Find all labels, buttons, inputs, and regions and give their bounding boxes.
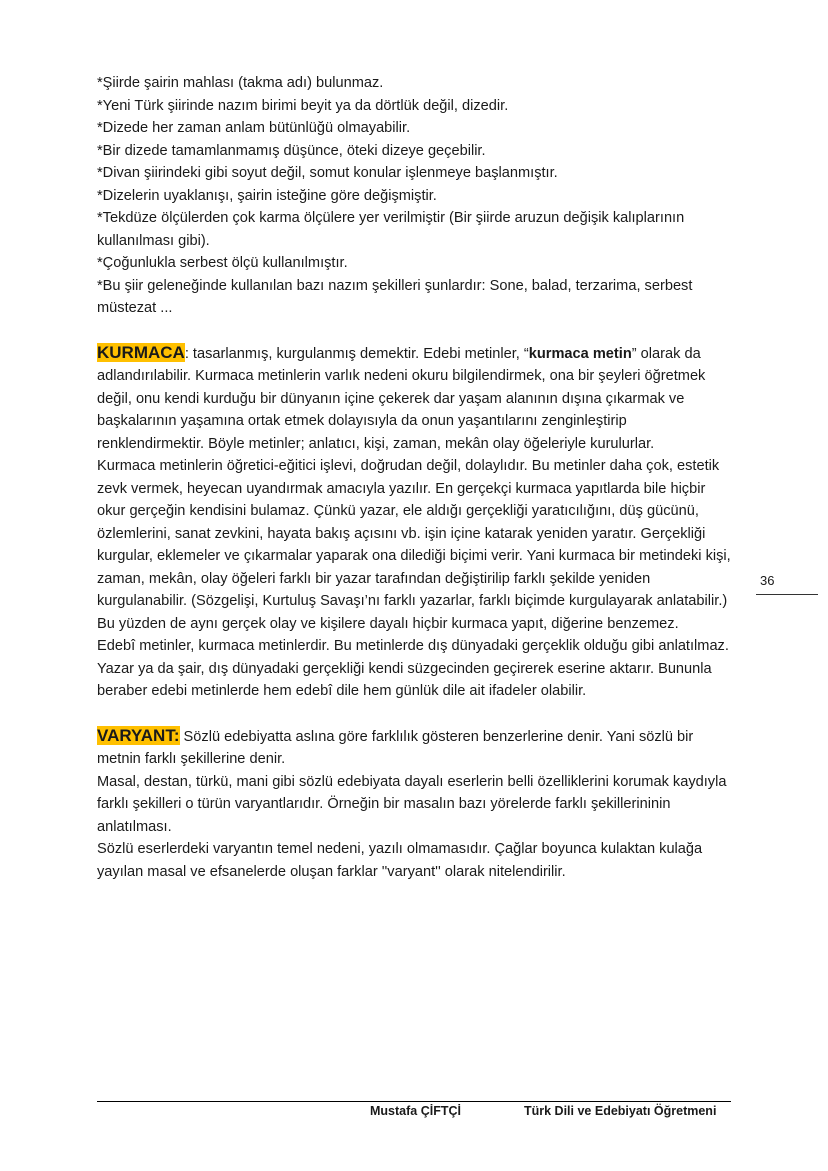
- bullet-item: *Divan şiirindeki gibi soyut değil, somut konular işlenmeye başlanmıştır.: [97, 165, 558, 181]
- bullet-item: *Yeni Türk şiirinde nazım birimi beyit ya da dörtlük değil, dizedir.: [97, 97, 509, 114]
- kurmaca-intro-after: ” olarak da adlandırılabilir. Kurmaca metinlerin varlık nedeni okuru bilgilendirmek, ona bir şeyleri öğretmek değil, onu kendi kurduğu bir dünyanın içine çekerek dar yaşam alanının dışına çıkarmak ve başkalarının yaşamına ortak etmek dolayısıyla da onun yaşantılarını zenginleştirip renklendirmektir. Böyle metinler; anlatıcı, kişi, zaman, mekân olay öğeleriyle kurulurlar.: [97, 345, 706, 452]
- varyant-paragraph-2: Masal, destan, türkü, mani gibi sözlü edebiyata dayalı eserlerin belli özelliklerini korumak kaydıyla farklı şekilleri o türün varyantlarıdır. Örneğin bir masalın bazı yörelerde farklı şekillerininin anlatılması.: [97, 773, 727, 835]
- varyant-definition: [97, 725, 737, 771]
- bullet-item: *Bu şiir geleneğinde kullanılan bazı nazım şekilleri şunlardır: Sone, balad, terzarima, serbest müstezat ...: [97, 277, 693, 316]
- bullet-item: *Dizede her zaman anlam bütünlüğü olmayabilir.: [97, 120, 411, 136]
- page-content: [97, 72, 737, 883]
- varyant-paragraph-3: Sözlü eserlerdeki varyantın temel nedeni, yazılı olmamasıdır. Çağlar boyunca kulaktan kulağa yayılan masal ve efsanelerde oluşan farklar ''varyant'' olarak nitelendirilir.: [97, 841, 703, 880]
- section-gap: [97, 703, 737, 725]
- kurmaca-term: KURMACA: [97, 342, 185, 362]
- varyant-intro: Sözlü edebiyatta aslına göre farklılık gösteren benzerlerine denir. Yani sözlü bir metnin farklı şekillerine denir.: [97, 728, 694, 767]
- bullet-item: *Tekdüze ölçülerden çok karma ölçülere yer verilmiştir (Bir şiirde aruzun değişik kalıplarının kullanılması gibi).: [97, 210, 685, 249]
- page-number: 36: [756, 573, 818, 595]
- footer-author: Mustafa ÇİFTÇİ: [370, 1104, 461, 1118]
- kurmaca-intro-before: : tasarlanmış, kurgulanmış demektir. Edebi metinler, “: [184, 345, 529, 362]
- bullet-item: *Çoğunlukla serbest ölçü kullanılmıştır.: [97, 255, 348, 271]
- footer-role: Türk Dili ve Edebiyatı Öğretmeni: [524, 1104, 717, 1118]
- kurmaca-paragraph-3: Edebî metinler, kurmaca metinlerdir. Bu metinlerde dış dünyadaki gerçeklik olduğu gibi anlatılmaz. Yazar ya da şair, dış dünyadaki gerçekliği kendi süzgecinden geçirerek eserine aktarır. Bununla beraber edebi metinlerde hem edebî dile hem günlük dile ait ifadeler olabilir.: [97, 638, 729, 699]
- varyant-term: VARYANT:: [97, 725, 180, 745]
- bullet-item: *Bir dizede tamamlanmamış düşünce, öteki dizeye geçebilir.: [97, 142, 486, 159]
- kurmaca-intro-bold: kurmaca metin: [528, 345, 632, 362]
- bullet-item: *Dizelerin uyaklanışı, şairin isteğine göre değişmiştir.: [97, 187, 437, 204]
- footer-divider: [97, 1101, 731, 1102]
- kurmaca-definition: [97, 342, 737, 456]
- bullet-item: *Şiirde şairin mahlası (takma adı) bulunmaz.: [97, 75, 384, 91]
- section-gap: [97, 320, 737, 342]
- kurmaca-paragraph-2: Kurmaca metinlerin öğretici-eğitici işlevi, doğrudan değil, dolaylıdır. Bu metinler daha çok, estetik zevk vermek, heyecan uyandırmak amacıyla yazılır. En gerçekçi kurmaca yapıtlarda bile hiçbir okur gerçeğin kendisini bulamaz. Çünkü yazar, ele aldığı gerçekliği yaratıcılığını, düş gücünü, özlemlerini, sanat zevkini, hayata bakış açısını vb. işin içine katarak yeniden yaratır. Gerçekliği kurgular, eklemeler ve çıkarmalar yaparak ona dilediği biçimi verir. Yani kurmaca bir metindeki kişi, zaman, mekân, olay öğeleri farklı bir yazar tarafından değiştirilip farklı şekilde yeniden kurgulanabilir. (Sözgelişi, Kurtuluş Savaşı’nı farklı yazarlar, farklı biçimde kurgulayarak anlatabilir.) Bu yüzden de aynı gerçek olay ve kişilere dayalı hiçbir kurmaca yapıt, diğerine benzemez.: [97, 458, 731, 632]
